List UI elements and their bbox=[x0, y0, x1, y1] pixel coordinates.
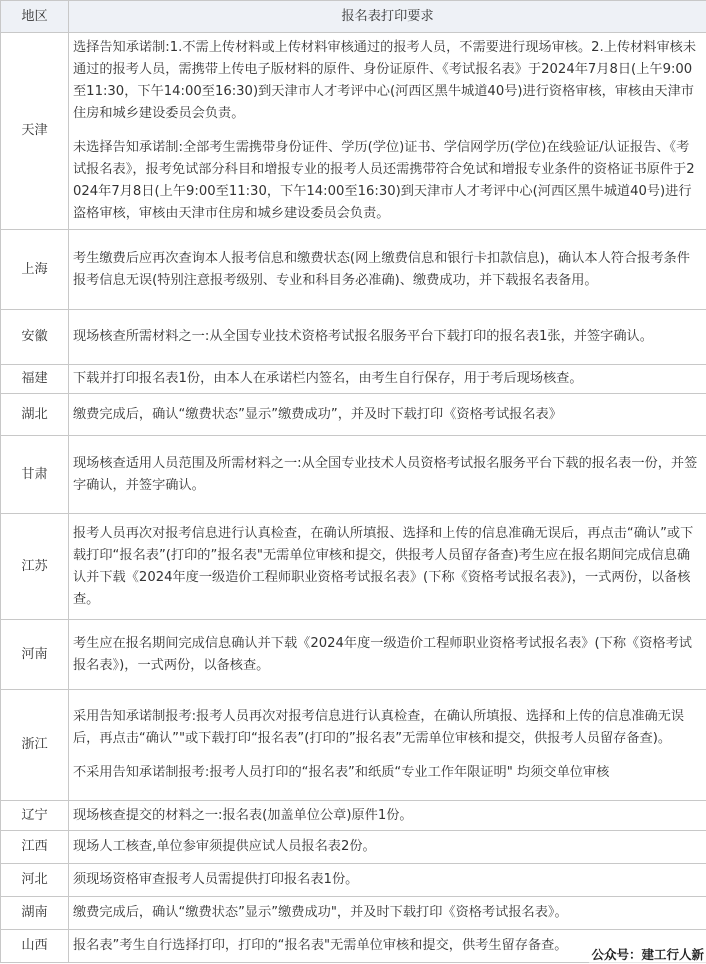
requirement-paragraph: 报名表”考生自行选择打印，打印的“报名表"无需单位审核和提交，供考生留存备查。 bbox=[73, 938, 568, 953]
region-cell: 江苏 bbox=[1, 514, 69, 620]
table-row bbox=[1, 394, 706, 436]
requirement-paragraph: 考生缴费后应再次查询本人报考信息和缴费状态(网上缴费信息和银行卡扣款信息)，确认本人符合报考条件报考信息无误(特别注意报考级别、专业和科目务必准确)、缴费成功，并下载报名表备用。 bbox=[73, 250, 690, 288]
table-row bbox=[1, 436, 706, 514]
region-cell: 天津 bbox=[1, 33, 69, 230]
table-row bbox=[1, 831, 706, 864]
table-row bbox=[1, 620, 706, 690]
requirement-cell bbox=[69, 33, 706, 230]
requirement-cell bbox=[69, 801, 706, 831]
region-cell: 河北 bbox=[1, 864, 69, 897]
region-cell: 浙江 bbox=[1, 690, 69, 801]
region-cell: 安徽 bbox=[1, 310, 69, 365]
requirement-cell bbox=[69, 897, 706, 930]
region-cell: 甘肃 bbox=[1, 436, 69, 514]
table-row bbox=[1, 864, 706, 897]
requirement-paragraph: 采用告知承诺制报考:报考人员再次对报考信息进行认真检查，在确认所填报、选择和上传的信息准确无误后，再点击“确认”"或下载打印“报名表”(打印的”报名表”无需单位审核和提交，供报考人员留存备查)。 bbox=[73, 709, 685, 746]
requirement-cell bbox=[69, 831, 706, 864]
region-cell: 上海 bbox=[1, 230, 69, 310]
requirement-paragraph: 考生应在报名期间完成信息确认并下载《2024年度一级造价工程师职业资格考试报名表》(下称《资格考试报名表》)，一式两份，以备核查。 bbox=[73, 635, 692, 673]
requirement-paragraph: 缴费完成后，确认“缴费状态”显示”缴费成功"，并及时下载打印《资格考试报名表》。 bbox=[73, 905, 568, 920]
table-row bbox=[1, 365, 706, 394]
table-row bbox=[1, 514, 706, 620]
region-cell: 湖南 bbox=[1, 897, 69, 930]
requirement-paragraph: 现场核查所需材料之一:从全国专业技术资格考试报名服务平台下载打印的报名表1张，并签字确认。 bbox=[73, 329, 653, 344]
region-cell: 山西 bbox=[1, 930, 69, 963]
region-cell: 福建 bbox=[1, 365, 69, 394]
requirement-cell bbox=[69, 365, 706, 394]
requirement-paragraph: 现场核查提交的材料之一:报名表(加盖单位公章)原件1份。 bbox=[73, 807, 413, 823]
table-row bbox=[1, 897, 706, 930]
requirement-cell bbox=[69, 230, 706, 310]
requirement-paragraph: 缴费完成后，确认“缴费状态”显示”缴费成功”，并及时下载打印《资格考试报名表》 bbox=[73, 406, 562, 422]
requirement-paragraph: 现场核查适用人员范围及所需材料之一:从全国专业技术人员资格考试报名服务平台下载的报名表一份，并签字确认，并签字确认。 bbox=[73, 455, 698, 493]
table-row bbox=[1, 310, 706, 365]
header-requirement: 报名表打印要求 bbox=[69, 1, 706, 33]
wechat-watermark: 公众号：建工行人新 bbox=[591, 947, 704, 962]
requirement-cell bbox=[69, 436, 706, 514]
requirement-paragraph: 选择告知承诺制:1.不需上传材料或上传材料审核通过的报考人员，不需要进行现场审核。2.上传材料审核未通过的报考人员，需携带上传电子版材料的原件、身份证原件、《考试报名表》于2024年7月8日(上午9:00至11:30，下午14:00至16:30)到天津市人才考评中心(河西区黑牛城道40号)进行资格审核，审核由天津市住房和城乡建设委员会负责。 bbox=[73, 40, 697, 121]
region-cell: 湖北 bbox=[1, 394, 69, 436]
requirement-cell bbox=[69, 394, 706, 436]
requirement-cell bbox=[69, 514, 706, 620]
region-cell: 江西 bbox=[1, 831, 69, 864]
requirement-paragraph: 报考人员再次对报考信息进行认真检查，在确认所填报、选择和上传的信息准确无误后，再点击“确认”或下载打印“报名表”(打印的”报名表"无需单位审核和提交，供报考人员留存备查)考生应在报名期间完成信息确认并下载《2024年度一级造价工程师职业资格考试报名表》(下称《资格考试报名表》)，一式两份，以备核查。 bbox=[73, 525, 694, 607]
region-cell: 辽宁 bbox=[1, 801, 69, 831]
requirement-paragraph: 现场人工核查,单位参审须提供应试人员报名表2份。 bbox=[73, 839, 376, 854]
requirement-cell bbox=[69, 310, 706, 365]
table-row bbox=[1, 230, 706, 310]
requirement-paragraph: 下载并打印报名表1份，由本人在承诺栏内签名，由考生自行保存，用于考后现场核查。 bbox=[73, 371, 583, 386]
requirement-paragraph: 须现场资格审查报考人员需提供打印报名表1份。 bbox=[73, 872, 359, 887]
header-region: 地区 bbox=[1, 1, 69, 33]
requirement-cell bbox=[69, 620, 706, 690]
requirement-cell bbox=[69, 690, 706, 801]
table-header-row bbox=[1, 1, 706, 33]
region-cell: 河南 bbox=[1, 620, 69, 690]
table-row bbox=[1, 801, 706, 831]
table-row bbox=[1, 690, 706, 801]
table-row bbox=[1, 33, 706, 230]
requirement-paragraph: 不采用告知承诺制报考:报考人员打印的“报名表”和纸质“专业工作年限证明" 均须交单位审核 bbox=[73, 765, 610, 780]
requirement-paragraph: 未选择告知承诺制:全部考生需携带身份证件、学历(学位)证书、学信网学历(学位)在线验证/认证报告、《考试报名表》，报考免试部分科目和增报专业的报考人员还需携带符合免试和增报专业条件的资格证书原件于2024年7月8日(上午9:00至11:30，下午14:00至16:30)到天津市人才考评中心(河西区黑牛城道40号)进行盗格审核，审核由天津市住房和城乡建设委员会负责。 bbox=[73, 140, 695, 221]
requirement-cell bbox=[69, 864, 706, 897]
